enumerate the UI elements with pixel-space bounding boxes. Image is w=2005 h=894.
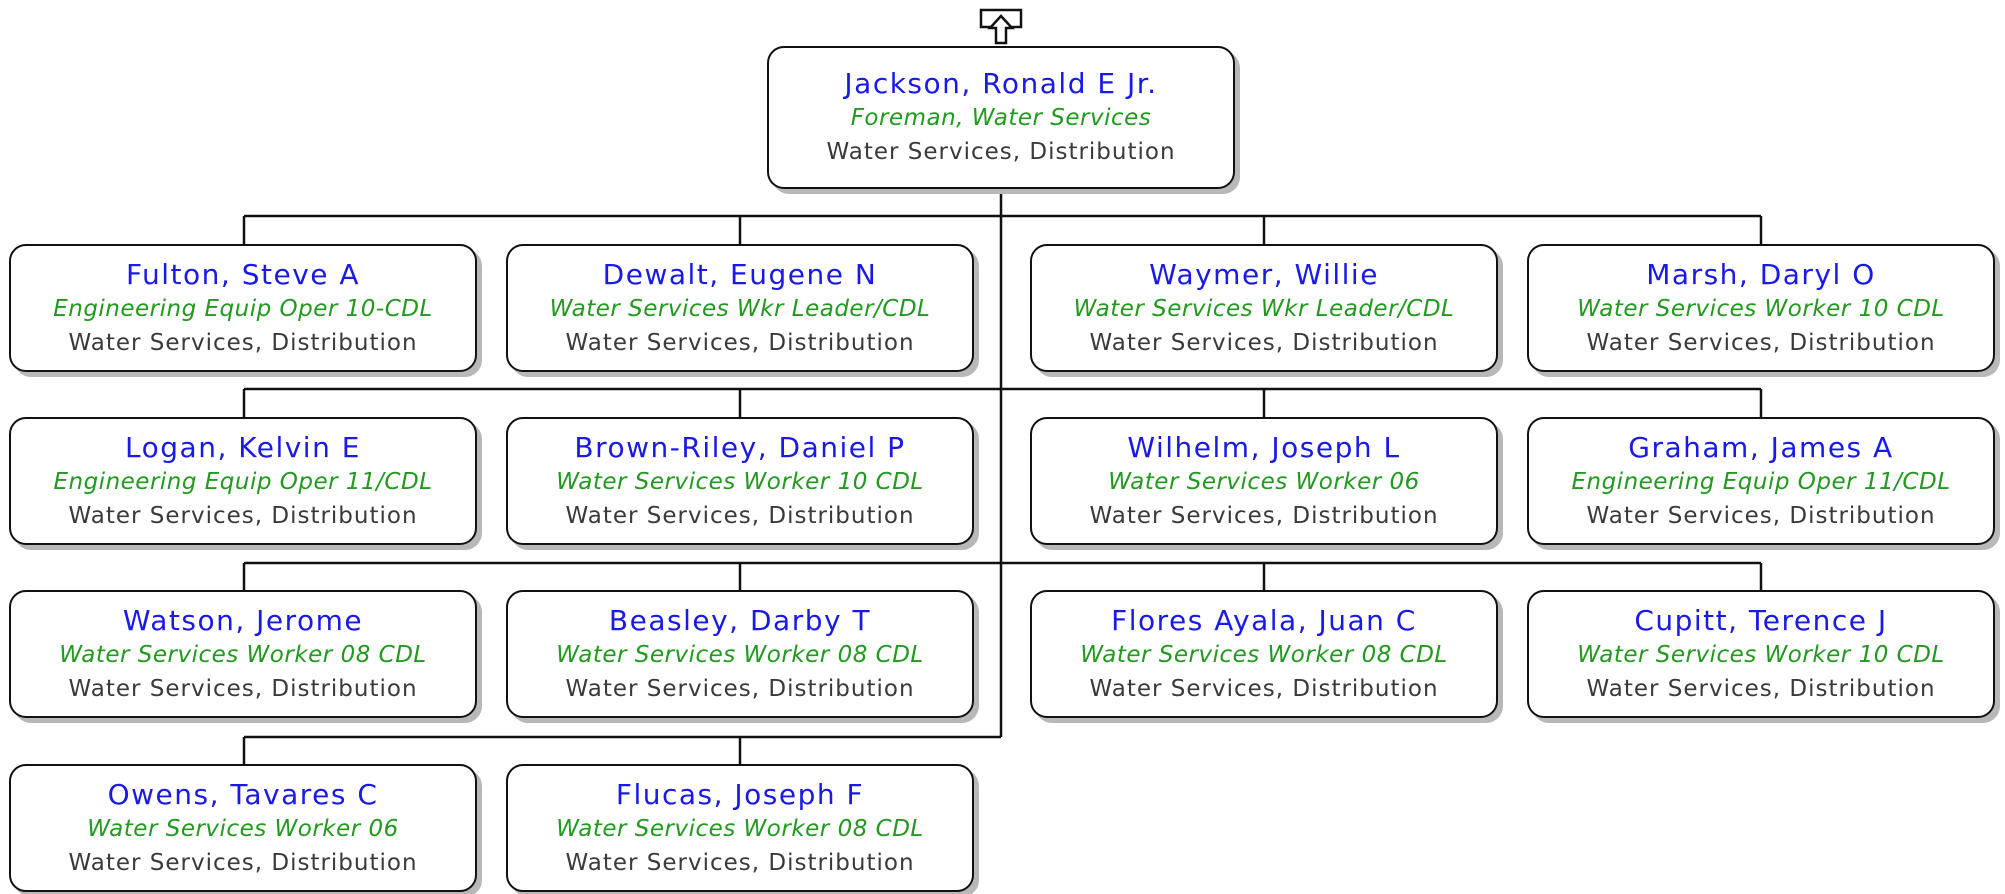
- department: Water Services, Distribution: [565, 502, 915, 529]
- employee-card[interactable]: [9, 590, 477, 718]
- employee-name[interactable]: Beasley, Darby T: [608, 603, 872, 637]
- employee-card[interactable]: [9, 244, 477, 372]
- manager-card[interactable]: [767, 46, 1235, 189]
- department: Water Services, Distribution: [68, 502, 418, 529]
- employee-name[interactable]: Jackson, Ronald E Jr.: [844, 67, 1158, 100]
- employee-card[interactable]: [1030, 417, 1498, 545]
- employee-name[interactable]: Waymer, Willie: [1149, 257, 1379, 291]
- job-title: Water Services Worker 08 CDL: [59, 641, 427, 668]
- department: Water Services, Distribution: [1586, 675, 1936, 702]
- job-title: Water Services Worker 10 CDL: [1577, 641, 1945, 668]
- department: Water Services, Distribution: [68, 329, 418, 356]
- department: Water Services, Distribution: [1586, 502, 1936, 529]
- employee-name[interactable]: Logan, Kelvin E: [125, 430, 361, 464]
- department: Water Services, Distribution: [68, 675, 418, 702]
- employee-name[interactable]: Brown-Riley, Daniel P: [574, 430, 906, 464]
- employee-card[interactable]: [1527, 590, 1995, 718]
- employee-card[interactable]: [1527, 417, 1995, 545]
- job-title: Water Services Worker 08 CDL: [1080, 641, 1448, 668]
- department: Water Services, Distribution: [1089, 502, 1439, 529]
- employee-card[interactable]: [506, 244, 974, 372]
- department: Water Services, Distribution: [565, 675, 915, 702]
- department: Water Services, Distribution: [826, 139, 1176, 165]
- job-title: Water Services Worker 06: [1108, 468, 1420, 495]
- job-title: Water Services Wkr Leader/CDL: [1073, 295, 1455, 322]
- employee-card[interactable]: [506, 417, 974, 545]
- employee-name[interactable]: Marsh, Daryl O: [1646, 257, 1876, 291]
- job-title: Water Services Worker 10 CDL: [556, 468, 924, 495]
- employee-name[interactable]: Flores Ayala, Juan C: [1111, 603, 1417, 637]
- employee-card[interactable]: [1030, 590, 1498, 718]
- department: Water Services, Distribution: [565, 329, 915, 356]
- employee-name[interactable]: Cupitt, Terence J: [1634, 603, 1888, 637]
- job-title: Water Services Worker 10 CDL: [1577, 295, 1945, 322]
- job-title: Engineering Equip Oper 10-CDL: [53, 295, 433, 322]
- department: Water Services, Distribution: [1089, 329, 1439, 356]
- department: Water Services, Distribution: [1586, 329, 1936, 356]
- job-title: Foreman, Water Services: [850, 105, 1152, 131]
- department: Water Services, Distribution: [565, 849, 915, 876]
- employee-card[interactable]: [506, 590, 974, 718]
- job-title: Engineering Equip Oper 11/CDL: [53, 468, 433, 495]
- employee-card[interactable]: [1030, 244, 1498, 372]
- up-arrow-icon: [979, 6, 1023, 46]
- employee-name[interactable]: Flucas, Joseph F: [615, 777, 865, 811]
- department: Water Services, Distribution: [1089, 675, 1439, 702]
- employee-card[interactable]: [506, 764, 974, 892]
- employee-card[interactable]: [1527, 244, 1995, 372]
- employee-card[interactable]: [9, 764, 477, 892]
- job-title: Water Services Worker 08 CDL: [556, 815, 924, 842]
- job-title: Water Services Worker 06: [87, 815, 399, 842]
- employee-name[interactable]: Owens, Tavares C: [107, 777, 379, 811]
- employee-name[interactable]: Wilhelm, Joseph L: [1127, 430, 1401, 464]
- job-title: Water Services Worker 08 CDL: [556, 641, 924, 668]
- employee-card[interactable]: [9, 417, 477, 545]
- employee-name[interactable]: Dewalt, Eugene N: [602, 257, 878, 291]
- employee-name[interactable]: Graham, James A: [1628, 430, 1894, 464]
- job-title: Water Services Wkr Leader/CDL: [549, 295, 931, 322]
- employee-name[interactable]: Fulton, Steve A: [125, 257, 361, 291]
- department: Water Services, Distribution: [68, 849, 418, 876]
- employee-name[interactable]: Watson, Jerome: [122, 603, 364, 637]
- job-title: Engineering Equip Oper 11/CDL: [1571, 468, 1951, 495]
- navigate-up-button[interactable]: [979, 6, 1023, 46]
